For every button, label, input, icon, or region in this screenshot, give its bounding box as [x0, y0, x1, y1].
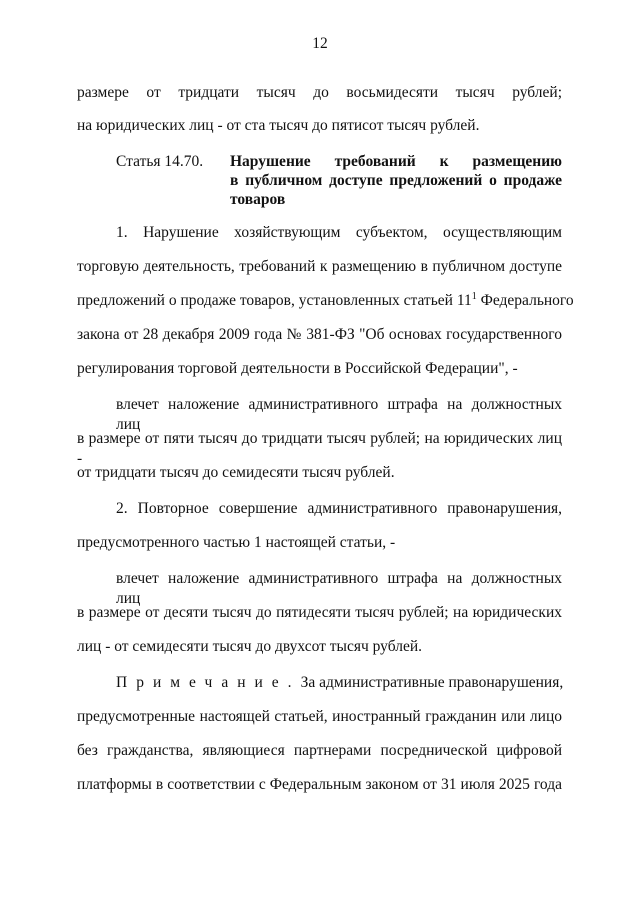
article-title-line-2: в публичном доступе предложений о продаже: [230, 172, 562, 189]
intro-line-2: на юридических лиц - от ста тысяч до пятисот тысяч рублей.: [77, 117, 480, 134]
article-title-line-1: Нарушение требований к размещению: [230, 153, 562, 170]
note-line-4: платформы в соответствии с Федеральным законом от 31 июля 2025 года: [77, 776, 562, 793]
sanction1-line-3: от тридцати тысяч до семидесяти тысяч рублей.: [77, 464, 395, 481]
page-number: 12: [312, 35, 328, 52]
part1-line-2: торговую деятельность, требований к размещению в публичном доступе: [77, 258, 562, 275]
article-title-line-3: товаров: [230, 191, 286, 208]
part1-line-1: 1. Нарушение хозяйствующим субъектом, осуществляющим: [116, 224, 562, 241]
part1-line-3: [77, 291, 574, 311]
intro-line-1: размере от тридцати тысяч до восьмидесяти тысяч рублей;: [77, 84, 562, 101]
part2-line-2: предусмотренного частью 1 настоящей статьи, -: [77, 534, 396, 551]
note-line-1-rest: За административные правонарушения,: [300, 674, 564, 691]
sanction2-line-2: в размере от десяти тысяч до пятидесяти тысяч рублей; на юридических: [77, 604, 562, 621]
part1-line-3-before: предложений о продаже товаров, установленных статьей 11: [77, 292, 472, 309]
part1-line-4: закона от 28 декабря 2009 года № 381-ФЗ "Об основах государственного: [77, 326, 562, 343]
sanction1-line-1: влечет наложение административного штрафа на должностных лиц: [116, 396, 562, 433]
part2-line-1: 2. Повторное совершение административного правонарушения,: [116, 500, 562, 517]
note-line-3: без гражданства, являющиеся партнерами посреднической цифровой: [77, 742, 562, 759]
part1-line-5: регулирования торговой деятельности в Российской Федерации", -: [77, 360, 518, 377]
sanction1-line-2: в размере от пяти тысяч до тридцати тысяч рублей; на юридических лиц -: [77, 430, 562, 467]
article-title: [230, 152, 562, 209]
part1-line-3-after: Федерального: [476, 292, 574, 309]
sanction2-line-3: лиц - от семидесяти тысяч до двухсот тысяч рублей.: [77, 638, 423, 655]
note-label: Примечание.: [116, 674, 301, 691]
article-superscript: 1: [471, 290, 477, 302]
note-line-1: [116, 673, 562, 693]
article-label: Статья 14.70.: [116, 153, 204, 170]
sanction2-line-1: влечет наложение административного штрафа на должностных лиц: [116, 570, 562, 607]
note-line-2: предусмотренные настоящей статьей, иностранный гражданин или лицо: [77, 708, 562, 725]
